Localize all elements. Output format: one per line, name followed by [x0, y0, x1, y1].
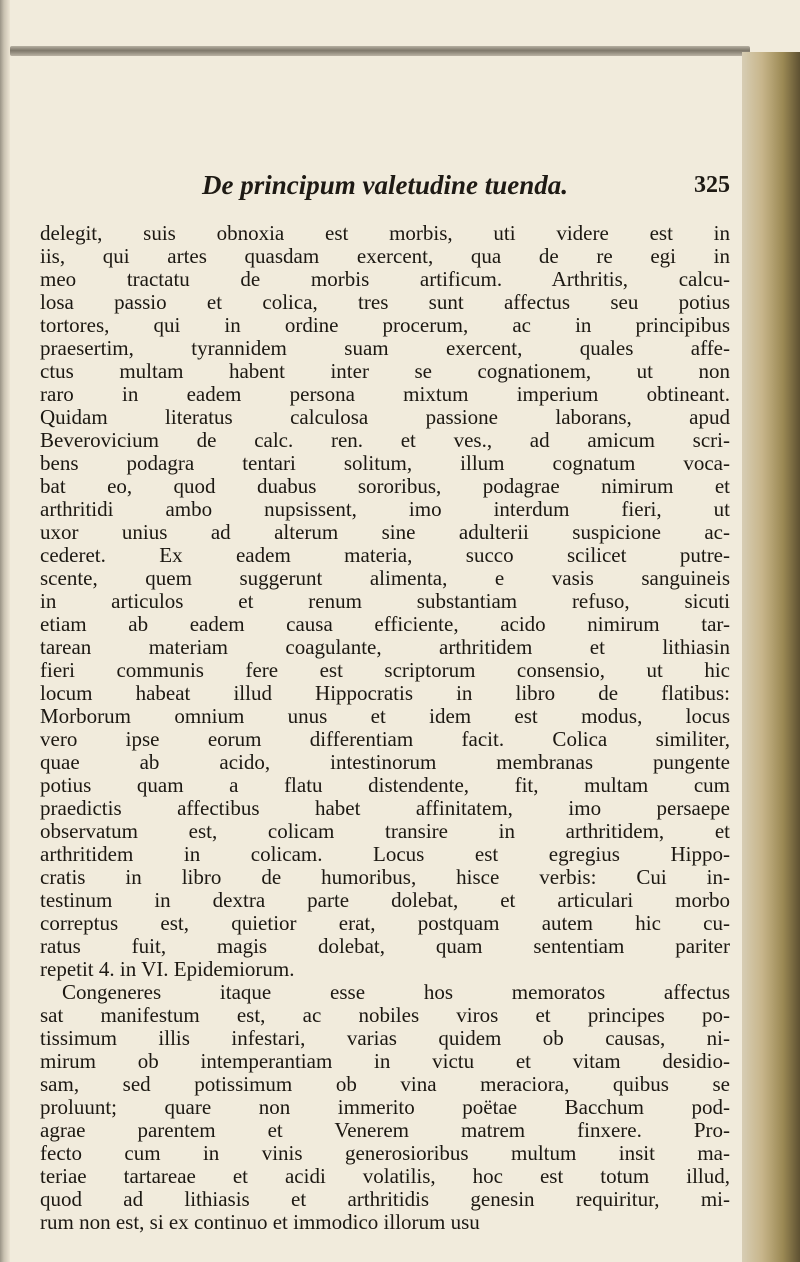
- text-line: mirum ob intemperantiam in victu et vitam desidio-: [40, 1049, 730, 1073]
- page-number: 325: [694, 172, 730, 198]
- page-right-edge: [742, 52, 800, 1262]
- text-line: rum non est, si ex continuo et immodico illorum usu: [40, 1210, 480, 1234]
- text-line: arthritidem in colicam. Locus est egregius Hippo-: [40, 842, 730, 866]
- text-line: locum habeat illud Hippocratis in libro de flatibus:: [40, 681, 730, 705]
- text-line: ratus fuit, magis dolebat, quam sententiam pariter: [40, 934, 730, 958]
- text-line: scente, quem suggerunt alimenta, e vasis sanguineis: [40, 566, 730, 590]
- text-line: praesertim, tyrannidem suam exercent, quales affe-: [40, 336, 730, 360]
- text-line: tissimum illis infestari, varias quidem ob causas, ni-: [40, 1026, 730, 1050]
- text-line: agrae parentem et Venerem matrem finxere. Pro-: [40, 1118, 730, 1142]
- text-line: quod ad lithiasis et arthritidis genesin requiritur, mi-: [40, 1187, 730, 1211]
- text-line: sam, sed potissimum ob vina meraciora, quibus se: [40, 1072, 730, 1096]
- text-line: losa passio et colica, tres sunt affectus seu potius: [40, 290, 730, 314]
- text-line: teriae tartareae et acidi volatilis, hoc est totum illud,: [40, 1164, 730, 1188]
- text-line: tarean materiam coagulante, arthritidem et lithiasin: [40, 635, 730, 659]
- page-left-edge: [0, 0, 10, 1262]
- body-text: [40, 222, 730, 1234]
- text-line: in articulos et renum substantiam refuso, sicuti: [40, 589, 730, 613]
- text-line: ctus multam habent inter se cognationem, ut non: [40, 359, 730, 383]
- text-line: raro in eadem persona mixtum imperium obtineant.: [40, 382, 730, 406]
- text-line: repetit 4. in VI. Epidemiorum.: [40, 957, 295, 981]
- text-line: uxor unius ad alterum sine adulterii suspicione ac-: [40, 520, 730, 544]
- text-line: praedictis affectibus habet affinitatem, imo persaepe: [40, 796, 730, 820]
- page-header: [40, 170, 730, 206]
- text-line: arthritidi ambo nupsissent, imo interdum fieri, ut: [40, 497, 730, 521]
- text-line: quae ab acido, intestinorum membranas pungente: [40, 750, 730, 774]
- text-line: fecto cum in vinis generosioribus multum insit ma-: [40, 1141, 730, 1165]
- text-line: etiam ab eadem causa efficiente, acido nimirum tar-: [40, 612, 730, 636]
- text-line: testinum in dextra parte dolebat, et articulari morbo: [40, 888, 730, 912]
- text-line: potius quam a flatu distendente, fit, multam cum: [40, 773, 730, 797]
- text-line: bat eo, quod duabus sororibus, podagrae nimirum et: [40, 474, 730, 498]
- text-line: meo tractatu de morbis artificum. Arthritis, calcu-: [40, 267, 730, 291]
- text-line: proluunt; quare non immerito poëtae Bacchum pod-: [40, 1095, 730, 1119]
- text-line: bens podagra tentari solitum, illum cognatum voca-: [40, 451, 730, 475]
- text-line: fieri communis fere est scriptorum consensio, ut hic: [40, 658, 730, 682]
- text-line: tortores, qui in ordine procerum, ac in principibus: [40, 313, 730, 337]
- running-title: De principum valetudine tuenda.: [201, 170, 569, 200]
- text-line: Congeneres itaque esse hos memoratos affectus: [62, 980, 730, 1004]
- text-line: Quidam literatus calculosa passione laborans, apud: [40, 405, 730, 429]
- top-rule: [10, 46, 750, 56]
- text-line: cratis in libro de humoribus, hisce verbis: Cui in-: [40, 865, 730, 889]
- text-line: correptus est, quietior erat, postquam autem hic cu-: [40, 911, 730, 935]
- text-line: Morborum omnium unus et idem est modus, locus: [40, 704, 730, 728]
- text-line: cederet. Ex eadem materia, succo scilicet putre-: [40, 543, 730, 567]
- text-line: delegit, suis obnoxia est morbis, uti videre est in: [40, 221, 730, 245]
- text-line: Beverovicium de calc. ren. et ves., ad amicum scri-: [40, 428, 730, 452]
- text-line: vero ipse eorum differentiam facit. Colica similiter,: [40, 727, 730, 751]
- text-line: observatum est, colicam transire in arthritidem, et: [40, 819, 730, 843]
- text-line: sat manifestum est, ac nobiles viros et principes po-: [40, 1003, 730, 1027]
- text-line: iis, qui artes quasdam exercent, qua de re egi in: [40, 244, 730, 268]
